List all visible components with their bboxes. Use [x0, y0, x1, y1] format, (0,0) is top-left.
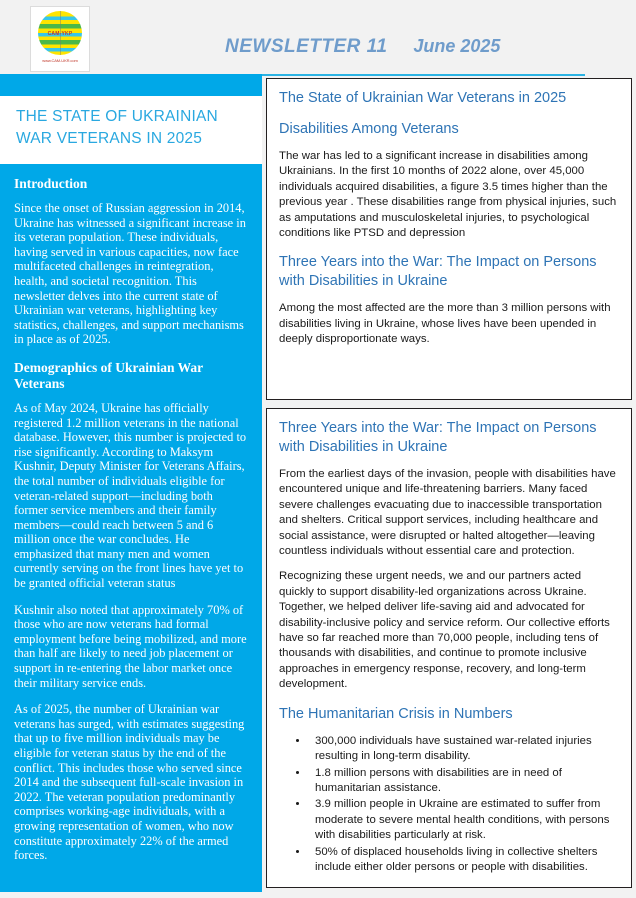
logo-mark-text: CAM-YKP	[47, 31, 73, 38]
list-item: • 1.8 million persons with disabilities are in need of humanitarian assistance.	[309, 766, 619, 797]
left-column-body	[0, 164, 262, 892]
paragraph-introduction: Since the onset of Russian aggression in 2014, Ukraine has witnessed a significant increase in its veteran population. These individuals, having served in various capacities, now face multifaceted challenges in reintegration, health, and societal recognition. This newsletter delves into the current state of Ukrainian war veterans, highlighting key statistics, challenges, and support mechanisms in place as of 2025.	[14, 201, 246, 347]
heading-state-of-veterans: The State of Ukrainian War Veterans in 2025	[279, 90, 567, 106]
left-title-box	[0, 96, 262, 164]
left-column	[0, 74, 262, 892]
list-item: • 300,000 individuals have sustained war-related injuries resulting in long-term disability.	[309, 734, 619, 765]
list-item: • 50% of displaced households living in collective shelters include either older persons or people with disabilities.	[309, 845, 619, 876]
humanitarian-stats-list	[279, 734, 619, 876]
masthead	[225, 36, 500, 58]
section-heading-introduction: Introduction	[14, 176, 88, 191]
organization-logo	[30, 6, 90, 72]
paragraph-demographics-1: As of May 2024, Ukraine has officially registered 1.2 million veterans in the national database. However, this number is projected to rise significantly. According to Maksym Kushnir, Deputy Minister for Veterans Affairs, the total number of individuals eligible for veteran-related support—including both former service members and their family members—could reach between 5 and 6 million once the war concludes. He emphasized that many men and women currently serving on the front lines have yet to be granted official veteran status	[14, 400, 247, 591]
paragraph-demographics-2: Kushnir also noted that approximately 70% of those who are now veterans had formal employment before being mobilized, and more than half are likely to need job placement or support in re-entering the labor market once their military service ends.	[14, 602, 247, 690]
section-heading-demographics: Demographics of Ukrainian War Veterans	[14, 359, 203, 391]
list-item: • 3.9 million people in Ukraine are estimated to suffer from moderate to severe mental health conditions, with persons with disabilities particularly at risk.	[309, 797, 619, 843]
article-box-veterans-state	[266, 78, 632, 400]
paragraph-demographics-3: As of 2025, the number of Ukrainian war veterans has surged, with estimates suggesting that up to five million individuals may be eligible for veteran status by the end of the conflict. This includes those who served since 2014 and the subsequent full-scale invasion in 2022. The veteran population predominantly comprises working-age individuals, with a growing representation of women, who now constitute approximately 22% of the armed forces.	[14, 702, 245, 863]
logo-globe-icon	[38, 11, 82, 55]
heading-three-years-into-war: Three Years into the War: The Impact on Persons with Disabilities in Ukraine	[279, 420, 597, 455]
paragraph-response: Recognizing these urgent needs, we and our partners acted quickly to support disability-led organizations across Ukraine. Together, we helped deliver life-saving aid and advocated for disability-inclusive policy and service reform. Our collective efforts have so far reached more than 70,000 people, including tens of thousands with disabilities, and continue to promote inclusive approaches in emergency response, recovery, and long-term development.	[279, 570, 610, 691]
newsletter-issue-label: NEWSLETTER 11	[225, 36, 388, 57]
paragraph-barriers: From the earliest days of the invasion, people with disabilities have encountered unique and life-threatening barriers. Many faced severe challenges evacuating due to inaccessible transportation and shelters. Critical support services, including healthcare and social assistance, were disrupted or halted altogether—leaving countless individuals without essential care and protection.	[279, 468, 616, 558]
header-divider	[225, 74, 585, 76]
logo-url-text: www.CAM-UKR.com	[42, 58, 78, 63]
heading-three-years-into-war-top: Three Years into the War: The Impact on Persons with Disabilities in Ukraine	[279, 254, 597, 290]
article-box-three-years-impact	[266, 408, 632, 888]
paragraph-most-affected: Among the most affected are the more than 3 million persons with disabilities living in Ukraine, whose lives have been upended in deeply disproportionate ways.	[279, 302, 611, 346]
paragraph-disabilities-increase: The war has led to a significant increase in disabilities among Ukrainians. In the first 10 months of 2022 alone, over 45,000 individuals acquired disabilities, a figure 3.5 times higher than the previous year . These disabilities range from physical injuries, such as amputations and musculoskeletal injuries, to psychological conditions like PTSD and depression	[279, 150, 617, 240]
left-column-top-bar	[0, 74, 262, 96]
page-title: THE STATE OF UKRAINIAN WAR VETERANS IN 2025	[16, 108, 218, 147]
heading-humanitarian-crisis-numbers: The Humanitarian Crisis in Numbers	[279, 705, 513, 722]
right-column	[266, 78, 632, 888]
page-header	[0, 0, 636, 80]
newsletter-date-label: June 2025	[413, 36, 501, 56]
heading-disabilities-among-veterans: Disabilities Among Veterans	[279, 121, 459, 137]
